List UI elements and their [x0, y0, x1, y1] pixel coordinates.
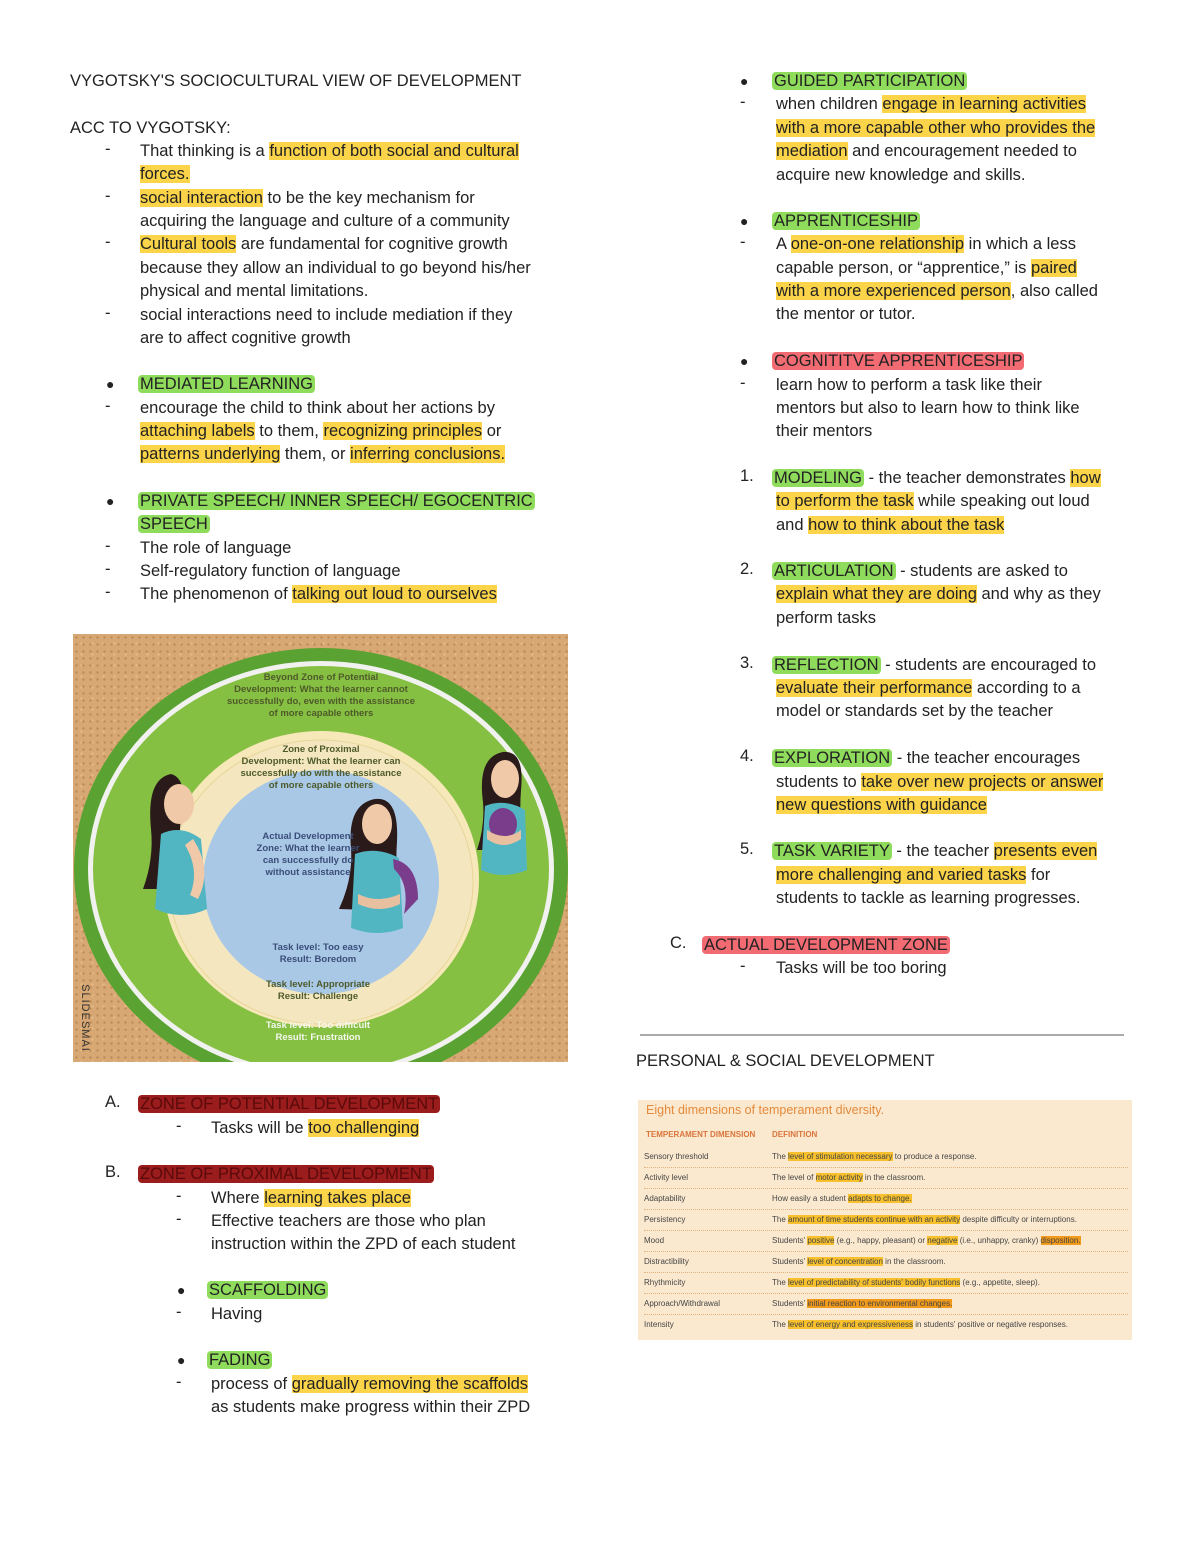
guided-line-1: when children engage in learning activities — [776, 95, 1087, 113]
dash: - — [105, 583, 111, 601]
cog-line-1: learn how to perform a task like their — [776, 376, 1042, 394]
dash: - — [105, 187, 111, 205]
mediated-heading: MEDIATED LEARNING — [140, 375, 313, 393]
zone-b-item-2: Effective teachers are those who plan — [211, 1212, 486, 1230]
table-row: Approach/Withdrawal Students' initial reaction to environmental changes. — [644, 1293, 1128, 1315]
outer-zone-label: Beyond Zone of Potential Development: What the learner cannot successfully do, even with the assistance of more capable others — [227, 672, 415, 719]
dash: - — [105, 304, 111, 322]
scaffolding-item: Having — [211, 1305, 263, 1323]
private-heading: PRIVATE SPEECH/ INNER SPEECH/ EGOCENTRIC — [140, 492, 533, 510]
apprenticeship-heading: APPRENTICESHIP — [774, 212, 918, 230]
step-number: 2. — [740, 560, 754, 578]
zone-b-item-1: Where learning takes place — [211, 1189, 411, 1207]
private-item-1: The role of language — [140, 539, 292, 557]
table-row: Intensity The level of energy and expressiveness in students' positive or negative responses. — [644, 1320, 1068, 1329]
table-row: Sensory threshold The level of stimulation necessary to produce a response. — [644, 1146, 1128, 1168]
table-header-definition: DEFINITION — [772, 1130, 818, 1139]
dash: - — [105, 233, 111, 251]
cog-heading: COGNITITVE APPRENTICESHIP — [774, 352, 1023, 370]
woman-right-illustration — [477, 752, 527, 875]
bullet-icon: ● — [740, 73, 749, 89]
mediated-line-2: attaching labels to them, recognizing principles or — [140, 422, 502, 440]
step-reflection: REFLECTION - students are encouraged to — [774, 656, 1097, 674]
dash: - — [740, 233, 746, 251]
bullet-icon: ● — [740, 353, 749, 369]
appr-line-3: with a more experienced person, also called — [776, 282, 1098, 300]
step-articulation: ARTICULATION - students are asked to — [774, 562, 1068, 580]
fading-item: process of gradually removing the scaffolds — [211, 1375, 529, 1393]
zone-b-label: ZONE OF PROXIMAL DEVELOPMENT — [140, 1165, 432, 1183]
guided-line-4: acquire new knowledge and skills. — [776, 166, 1026, 184]
table-row: Activity level The level of motor activity in the classroom. — [644, 1167, 1128, 1189]
step-exploration: EXPLORATION - the teacher encourages — [774, 749, 1081, 767]
task-level-difficult: Task level: Too difficult Result: Frustration — [265, 1020, 371, 1043]
step-reflection-3: model or standards set by the teacher — [776, 702, 1053, 720]
zone-a-item: Tasks will be too challenging — [211, 1119, 420, 1137]
step-task-variety-3: students to tackle as learning progresses. — [776, 889, 1081, 907]
table-row: Mood Students' positive (e.g., happy, pleasant) or negative (i.e., unhappy, cranky) disposition. — [644, 1230, 1128, 1252]
step-exploration-3: new questions with guidance — [776, 796, 987, 814]
acc-item-4: social interactions need to include mediation if they — [140, 306, 513, 324]
mediated-line-1: encourage the child to think about her actions by — [140, 399, 495, 417]
step-task-variety: TASK VARIETY - the teacher presents even — [774, 842, 1098, 860]
guided-heading: GUIDED PARTICIPATION — [774, 72, 966, 90]
cog-line-3: their mentors — [776, 422, 873, 440]
table-row: Adaptability How easily a student adapts to change. — [644, 1188, 1128, 1210]
step-task-variety-2: more challenging and varied tasks for — [776, 866, 1051, 884]
step-articulation-2: explain what they are doing and why as they — [776, 585, 1101, 603]
acc-item-2-cont: acquiring the language and culture of a community — [140, 212, 510, 230]
zone-c-label: ACTUAL DEVELOPMENT ZONE — [704, 936, 948, 954]
acc-item-3: Cultural tools are fundamental for cognitive growth — [140, 235, 508, 253]
page-title: VYGOTSKY'S SOCIOCULTURAL VIEW OF DEVELOPMENT — [70, 72, 522, 90]
zone-a-letter: A. — [105, 1093, 121, 1111]
bullet-icon: ● — [177, 1352, 186, 1368]
table-row: Rhythmicity The level of predictability of students' bodily functions (e.g., appetite, sleep). — [644, 1272, 1128, 1294]
zone-b-letter: B. — [105, 1163, 121, 1181]
appr-line-2: capable person, or “apprentice,” is paired — [776, 259, 1077, 277]
table-header-dimension: TEMPERAMENT DIMENSION — [646, 1130, 756, 1139]
mediated-line-3: patterns underlying them, or inferring conclusions. — [140, 445, 506, 463]
step-number: 3. — [740, 654, 754, 672]
task-level-appropriate: Task level: Appropriate Result: Challenge — [265, 979, 370, 1002]
middle-zone-label: Zone of Proximal Development: What the learner can successfully do with the assistance of more capable others — [240, 744, 402, 791]
step-reflection-2: evaluate their performance according to a — [776, 679, 1081, 697]
bullet-icon: ● — [106, 493, 115, 509]
table-title: Eight dimensions of temperament diversity. — [646, 1103, 885, 1117]
table-row: Distractibility Students' level of concentration in the classroom. — [644, 1251, 1128, 1273]
bullet-icon: ● — [177, 1282, 186, 1298]
fading-item-cont: as students make progress within their ZPD — [211, 1398, 531, 1416]
dash: - — [740, 93, 746, 111]
dash: - — [740, 374, 746, 392]
dash: - — [740, 957, 746, 975]
bullet-icon: ● — [740, 213, 749, 229]
personal-heading: PERSONAL & SOCIAL DEVELOPMENT — [636, 1052, 935, 1070]
step-modeling: MODELING - the teacher demonstrates how — [774, 469, 1101, 487]
acc-item-4-cont: are to affect cognitive growth — [140, 329, 351, 347]
dash: - — [105, 537, 111, 555]
zone-b-item-2-cont: instruction within the ZPD of each student — [211, 1235, 516, 1253]
step-number: 4. — [740, 747, 754, 765]
step-exploration-2: students to take over new projects or answer — [776, 773, 1104, 791]
appr-line-1: A one-on-one relationship in which a less — [776, 235, 1076, 253]
dash: - — [176, 1187, 182, 1205]
inner-zone-label: Actual Development Zone: What the learner can successfully do without assistance — [256, 831, 360, 878]
bullet-icon: ● — [106, 376, 115, 392]
dash: - — [176, 1373, 182, 1391]
step-modeling-3: and how to think about the task — [776, 516, 1005, 534]
guided-line-2: with a more capable other who provides the — [776, 119, 1096, 137]
section-divider — [640, 1034, 1124, 1036]
acc-heading: ACC TO VYGOTSKY: — [70, 119, 231, 137]
table-row: Persistency The amount of time students continue with an activity despite difficulty or interruptions. — [644, 1209, 1128, 1231]
cog-line-2: mentors but also to learn how to think like — [776, 399, 1080, 417]
step-modeling-2: to perform the task while speaking out loud — [776, 492, 1090, 510]
zpd-diagram — [73, 634, 568, 1062]
acc-item-3-cont: because they allow an individual to go beyond his/her — [140, 259, 531, 277]
task-level-easy: Task level: Too easy Result: Boredom — [272, 942, 364, 965]
fading-heading: FADING — [209, 1351, 271, 1369]
step-number: 1. — [740, 467, 754, 485]
temperament-table — [638, 1100, 1132, 1340]
dash: - — [105, 560, 111, 578]
dash: - — [105, 397, 111, 415]
watermark: SLIDESMAI — [78, 984, 91, 1052]
dash: - — [176, 1303, 182, 1321]
guided-line-3: mediation and encouragement needed to — [776, 142, 1077, 160]
zone-c-letter: C. — [670, 934, 687, 952]
acc-item-1-cont: forces. — [140, 165, 190, 183]
dash: - — [176, 1210, 182, 1228]
scaffolding-heading: SCAFFOLDING — [209, 1281, 327, 1299]
step-number: 5. — [740, 840, 754, 858]
dash: - — [105, 140, 111, 158]
zone-a-label: ZONE OF POTENTIAL DEVELOPMENT — [140, 1095, 439, 1113]
acc-item-1: That thinking is a function of both social and cultural — [140, 142, 519, 160]
acc-item-2: social interaction to be the key mechanism for — [140, 189, 475, 207]
private-item-2: Self-regulatory function of language — [140, 562, 401, 580]
appr-line-4: the mentor or tutor. — [776, 305, 916, 323]
zone-c-item: Tasks will be too boring — [776, 959, 947, 977]
private-item-3: The phenomenon of talking out loud to ourselves — [140, 585, 497, 603]
private-heading-cont: SPEECH — [140, 515, 208, 533]
dash: - — [176, 1117, 182, 1135]
acc-item-3-cont2: physical and mental limitations. — [140, 282, 369, 300]
step-articulation-3: perform tasks — [776, 609, 876, 627]
